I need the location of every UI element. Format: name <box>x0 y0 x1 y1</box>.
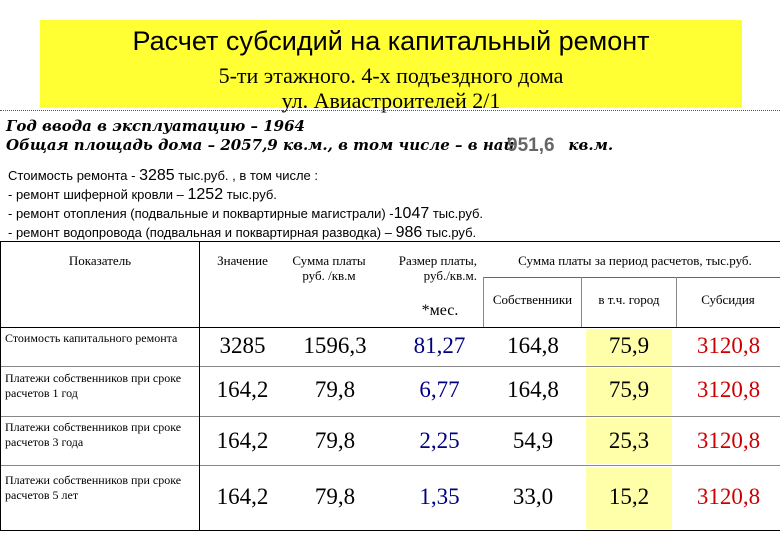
header-subsidy: Субсидия <box>701 292 755 307</box>
row-divider <box>0 366 780 367</box>
row-fee-sum: 79,8 <box>314 377 356 402</box>
table-top-border <box>0 241 780 242</box>
row-fee-size: 6,77 <box>419 377 460 402</box>
row-fee-size: 2,25 <box>419 428 460 453</box>
cost-total-tail: тыс.руб. , в том числе : <box>174 168 319 183</box>
header-bottom-border <box>0 327 780 328</box>
row-owners: 164,8 <box>507 377 559 402</box>
column-divider <box>581 277 582 327</box>
area-overlay-number: 951,6 <box>507 135 555 156</box>
cost-total-line <box>8 167 318 185</box>
cost-heating-number: 1047 <box>393 205 430 222</box>
dotted-divider <box>0 110 780 111</box>
table-left-border <box>0 241 1 531</box>
cost-water-number: 986 <box>395 224 423 241</box>
row-value: 164,2 <box>216 377 269 402</box>
cost-total-label: Стоимость ремонта - <box>8 168 140 183</box>
column-divider <box>676 277 677 327</box>
cost-water-tail: тыс.руб. <box>422 225 477 240</box>
title-banner <box>40 20 742 113</box>
row-fee-sum: 79,8 <box>314 428 356 453</box>
cost-roof-line <box>8 186 277 204</box>
page-subtitle-address: ул. Авиастроителей 2/1 <box>281 88 501 113</box>
row-city: 75,9 <box>608 333 650 358</box>
row-label: Стоимость капитального ремонта <box>5 331 178 345</box>
cost-heating-line <box>8 205 483 223</box>
row-city: 25,3 <box>608 428 650 453</box>
header-fee-size-note: *мес. <box>421 302 459 319</box>
row-subsidy: 3120,8 <box>696 333 761 358</box>
row-owners: 164,8 <box>507 333 559 358</box>
row-subsidy: 3120,8 <box>696 484 761 509</box>
header-owners: Собственники <box>492 292 573 307</box>
cost-water-label: - ремонт водопровода (подвальная и поквартирная разводка) – <box>8 225 396 240</box>
cost-roof-tail: тыс.руб. <box>223 187 277 202</box>
header-split-line <box>483 277 780 278</box>
row-city: 75,9 <box>608 377 650 402</box>
row-value: 164,2 <box>216 484 269 509</box>
cost-total-number: 3285 <box>139 167 175 184</box>
page-title: Расчет субсидий на капитальный ремонт <box>132 26 650 56</box>
row-fee-size: 81,27 <box>413 333 466 358</box>
row-city: 15,2 <box>608 484 650 509</box>
row-value: 3285 <box>219 333 266 358</box>
row-subsidy: 3120,8 <box>696 377 761 402</box>
row-divider <box>0 416 780 417</box>
header-value: Значение <box>217 253 268 268</box>
row-label: Платежи собственников при сроке расчетов 5 лет <box>5 473 182 502</box>
cost-water-line <box>8 224 476 242</box>
area-line-text: Общая площадь дома – 2057,9 кв.м., в том числе – в най <box>6 136 515 154</box>
header-city: в т.ч. город <box>598 292 660 307</box>
cost-roof-number: 1252 <box>187 186 224 203</box>
header-period-sum: Сумма платы за период расчетов, тыс.руб. <box>518 253 752 268</box>
year-line: Год ввода в эксплуатацию – 1964 <box>6 117 305 135</box>
row-subsidy: 3120,8 <box>696 428 761 453</box>
header-fee-sum: Сумма платы руб. /кв.м <box>292 253 366 283</box>
row-fee-sum: 1596,3 <box>303 333 367 358</box>
row-fee-sum: 79,8 <box>314 484 356 509</box>
cost-heating-label: - ремонт отопления (подвальные и поквартирные магистрали) - <box>8 206 394 221</box>
header-indicator: Показатель <box>68 253 132 268</box>
row-owners: 33,0 <box>512 484 554 509</box>
row-value: 164,2 <box>216 428 269 453</box>
row-fee-size: 1,35 <box>419 484 460 509</box>
cost-heating-tail: тыс.руб. <box>429 206 484 221</box>
column-divider <box>483 277 484 327</box>
table-bottom-border <box>0 530 780 531</box>
row-label: Платежи собственников при сроке расчетов 1 год <box>5 371 182 400</box>
area-line-unit: кв.м. <box>568 136 614 154</box>
row-owners: 54,9 <box>512 428 554 453</box>
page-subtitle-building: 5-ти этажного. 4-х подъездного дома <box>218 63 564 88</box>
row-divider <box>0 465 780 466</box>
cost-roof-label: - ремонт шиферной кровли – <box>8 187 188 202</box>
row-label: Платежи собственников при сроке расчетов 3 года <box>5 420 182 449</box>
header-fee-size: Размер платы, руб./кв.м. <box>398 253 477 283</box>
